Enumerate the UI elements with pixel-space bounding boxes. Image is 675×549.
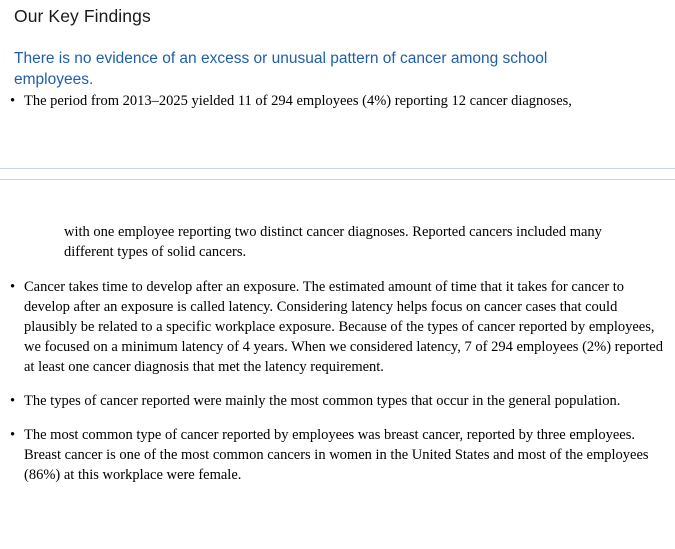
slide-top-section	[0, 0, 675, 111]
list-item: • The period from 2013–2025 yielded 11 of 294 employees (4%) reporting 12 cancer diagnoses,	[10, 91, 665, 111]
list-item: • The types of cancer reported were mainly the most common types that occur in the general population.	[10, 391, 665, 411]
key-finding-headline: There is no evidence of an excess or unusual pattern of cancer among school employees.	[14, 50, 548, 88]
continuation-paragraph: with one employee reporting two distinct cancer diagnoses. Reported cancers included many different types of solid cancers.	[64, 224, 602, 261]
list-item: • The most common type of cancer reported by employees was breast cancer, reported by three employees. Breast cancer is one of the most common cancers in women in the United States and most of the employees (86%) at this workplace were female.	[10, 425, 665, 485]
list-item: • Cancer takes time to develop after an exposure. The estimated amount of time that it takes for cancer to develop after an exposure is called latency. Considering latency helps focus on cancer cases that could plausibly be related to a specific workplace exposure. Because of the types of cancer reported by employees, we focused on a minimum latency of 4 years. When we considered latency, 7 of 294 employees (2%) reported at least one cancer diagnosis that met the latency requirement.	[10, 277, 665, 377]
key-findings-bullet-list	[10, 277, 665, 485]
slide-bottom-section	[0, 222, 675, 485]
divider-line-bottom	[0, 179, 675, 180]
page-break-divider	[0, 168, 675, 188]
first-page-bullet-list	[10, 91, 665, 111]
divider-line-top	[0, 168, 675, 169]
page-title: Our Key Findings	[14, 6, 151, 26]
